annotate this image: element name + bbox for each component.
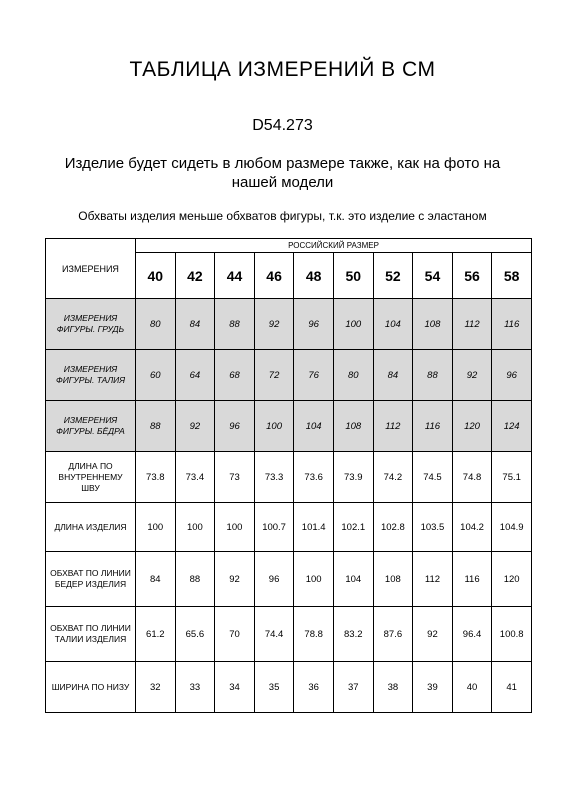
size-cell: 54 bbox=[413, 253, 453, 299]
value-cell: 87.6 bbox=[373, 607, 413, 662]
value-cell: 73.6 bbox=[294, 452, 334, 503]
page-title: ТАБЛИЦА ИЗМЕРЕНИЙ В СМ bbox=[129, 58, 436, 81]
fit-note: Изделие будет сидеть в любом размере также, как на фото на нашей модели bbox=[64, 155, 501, 191]
value-cell: 65.6 bbox=[175, 607, 215, 662]
value-cell: 92 bbox=[175, 401, 215, 452]
value-cell: 96 bbox=[492, 350, 532, 401]
value-cell: 100 bbox=[175, 503, 215, 552]
value-cell: 104 bbox=[294, 401, 334, 452]
value-cell: 112 bbox=[373, 401, 413, 452]
value-cell: 75.1 bbox=[492, 452, 532, 503]
row-label: ОБХВАТ ПО ЛИНИИ ТАЛИИ ИЗДЕЛИЯ bbox=[46, 607, 136, 662]
value-cell: 74.4 bbox=[254, 607, 294, 662]
value-cell: 84 bbox=[136, 552, 176, 607]
value-cell: 73 bbox=[215, 452, 255, 503]
value-cell: 78.8 bbox=[294, 607, 334, 662]
size-cell: 46 bbox=[254, 253, 294, 299]
value-cell: 88 bbox=[175, 552, 215, 607]
value-cell: 108 bbox=[373, 552, 413, 607]
value-cell: 88 bbox=[215, 299, 255, 350]
product-code: D54.273 bbox=[252, 117, 313, 134]
table-row bbox=[46, 452, 532, 503]
value-cell: 101.4 bbox=[294, 503, 334, 552]
value-cell: 73.4 bbox=[175, 452, 215, 503]
table-row bbox=[46, 350, 532, 401]
value-cell: 116 bbox=[452, 552, 492, 607]
row-label: ДЛИНА ПО ВНУТРЕННЕМУ ШВУ bbox=[46, 452, 136, 503]
value-cell: 108 bbox=[333, 401, 373, 452]
value-cell: 33 bbox=[175, 662, 215, 713]
value-cell: 68 bbox=[215, 350, 255, 401]
size-cell: 56 bbox=[452, 253, 492, 299]
value-cell: 88 bbox=[413, 350, 453, 401]
value-cell: 34 bbox=[215, 662, 255, 713]
value-cell: 100 bbox=[136, 503, 176, 552]
value-cell: 64 bbox=[175, 350, 215, 401]
row-label: ИЗМЕРЕНИЯ ФИГУРЫ. БЁДРА bbox=[46, 401, 136, 452]
value-cell: 80 bbox=[136, 299, 176, 350]
value-cell: 100.7 bbox=[254, 503, 294, 552]
value-cell: 120 bbox=[452, 401, 492, 452]
value-cell: 100 bbox=[333, 299, 373, 350]
value-cell: 104 bbox=[333, 552, 373, 607]
value-cell: 124 bbox=[492, 401, 532, 452]
size-cell: 48 bbox=[294, 253, 334, 299]
value-cell: 96 bbox=[294, 299, 334, 350]
size-cell: 42 bbox=[175, 253, 215, 299]
value-cell: 112 bbox=[452, 299, 492, 350]
size-table bbox=[45, 238, 532, 713]
value-cell: 36 bbox=[294, 662, 334, 713]
value-cell: 116 bbox=[413, 401, 453, 452]
value-cell: 100.8 bbox=[492, 607, 532, 662]
value-cell: 38 bbox=[373, 662, 413, 713]
value-cell: 73.9 bbox=[333, 452, 373, 503]
value-cell: 35 bbox=[254, 662, 294, 713]
value-cell: 88 bbox=[136, 401, 176, 452]
size-cell: 58 bbox=[492, 253, 532, 299]
measure-header: ИЗМЕРЕНИЯ bbox=[46, 239, 136, 299]
table-header-row bbox=[46, 239, 532, 253]
size-header: РОССИЙСКИЙ РАЗМЕР bbox=[136, 239, 532, 253]
size-cell: 44 bbox=[215, 253, 255, 299]
value-cell: 74.8 bbox=[452, 452, 492, 503]
table-row bbox=[46, 401, 532, 452]
value-cell: 61.2 bbox=[136, 607, 176, 662]
row-label: ОБХВАТ ПО ЛИНИИ БЕДЕР ИЗДЕЛИЯ bbox=[46, 552, 136, 607]
value-cell: 92 bbox=[215, 552, 255, 607]
row-label: ИЗМЕРЕНИЯ ФИГУРЫ. ГРУДЬ bbox=[46, 299, 136, 350]
value-cell: 70 bbox=[215, 607, 255, 662]
value-cell: 104.9 bbox=[492, 503, 532, 552]
value-cell: 83.2 bbox=[333, 607, 373, 662]
table-row bbox=[46, 503, 532, 552]
value-cell: 39 bbox=[413, 662, 453, 713]
value-cell: 92 bbox=[413, 607, 453, 662]
value-cell: 104.2 bbox=[452, 503, 492, 552]
elastane-note: Обхваты изделия меньше обхватов фигуры, т.к. это изделие с эластаном bbox=[78, 209, 487, 223]
value-cell: 41 bbox=[492, 662, 532, 713]
value-cell: 32 bbox=[136, 662, 176, 713]
table-row bbox=[46, 662, 532, 713]
size-cell: 50 bbox=[333, 253, 373, 299]
value-cell: 40 bbox=[452, 662, 492, 713]
value-cell: 80 bbox=[333, 350, 373, 401]
row-label: ИЗМЕРЕНИЯ ФИГУРЫ. ТАЛИЯ bbox=[46, 350, 136, 401]
value-cell: 96.4 bbox=[452, 607, 492, 662]
value-cell: 96 bbox=[254, 552, 294, 607]
value-cell: 116 bbox=[492, 299, 532, 350]
table-row bbox=[46, 552, 532, 607]
value-cell: 72 bbox=[254, 350, 294, 401]
value-cell: 76 bbox=[294, 350, 334, 401]
value-cell: 103.5 bbox=[413, 503, 453, 552]
value-cell: 102.8 bbox=[373, 503, 413, 552]
value-cell: 102.1 bbox=[333, 503, 373, 552]
size-cell: 52 bbox=[373, 253, 413, 299]
value-cell: 100 bbox=[215, 503, 255, 552]
value-cell: 92 bbox=[452, 350, 492, 401]
value-cell: 60 bbox=[136, 350, 176, 401]
size-cell: 40 bbox=[136, 253, 176, 299]
table-row bbox=[46, 299, 532, 350]
value-cell: 120 bbox=[492, 552, 532, 607]
value-cell: 100 bbox=[294, 552, 334, 607]
value-cell: 92 bbox=[254, 299, 294, 350]
value-cell: 100 bbox=[254, 401, 294, 452]
table-row bbox=[46, 607, 532, 662]
value-cell: 73.3 bbox=[254, 452, 294, 503]
value-cell: 112 bbox=[413, 552, 453, 607]
value-cell: 74.5 bbox=[413, 452, 453, 503]
value-cell: 108 bbox=[413, 299, 453, 350]
value-cell: 74.2 bbox=[373, 452, 413, 503]
value-cell: 73.8 bbox=[136, 452, 176, 503]
row-label: ДЛИНА ИЗДЕЛИЯ bbox=[46, 503, 136, 552]
value-cell: 37 bbox=[333, 662, 373, 713]
value-cell: 104 bbox=[373, 299, 413, 350]
value-cell: 84 bbox=[373, 350, 413, 401]
value-cell: 84 bbox=[175, 299, 215, 350]
value-cell: 96 bbox=[215, 401, 255, 452]
row-label: ШИРИНА ПО НИЗУ bbox=[46, 662, 136, 713]
